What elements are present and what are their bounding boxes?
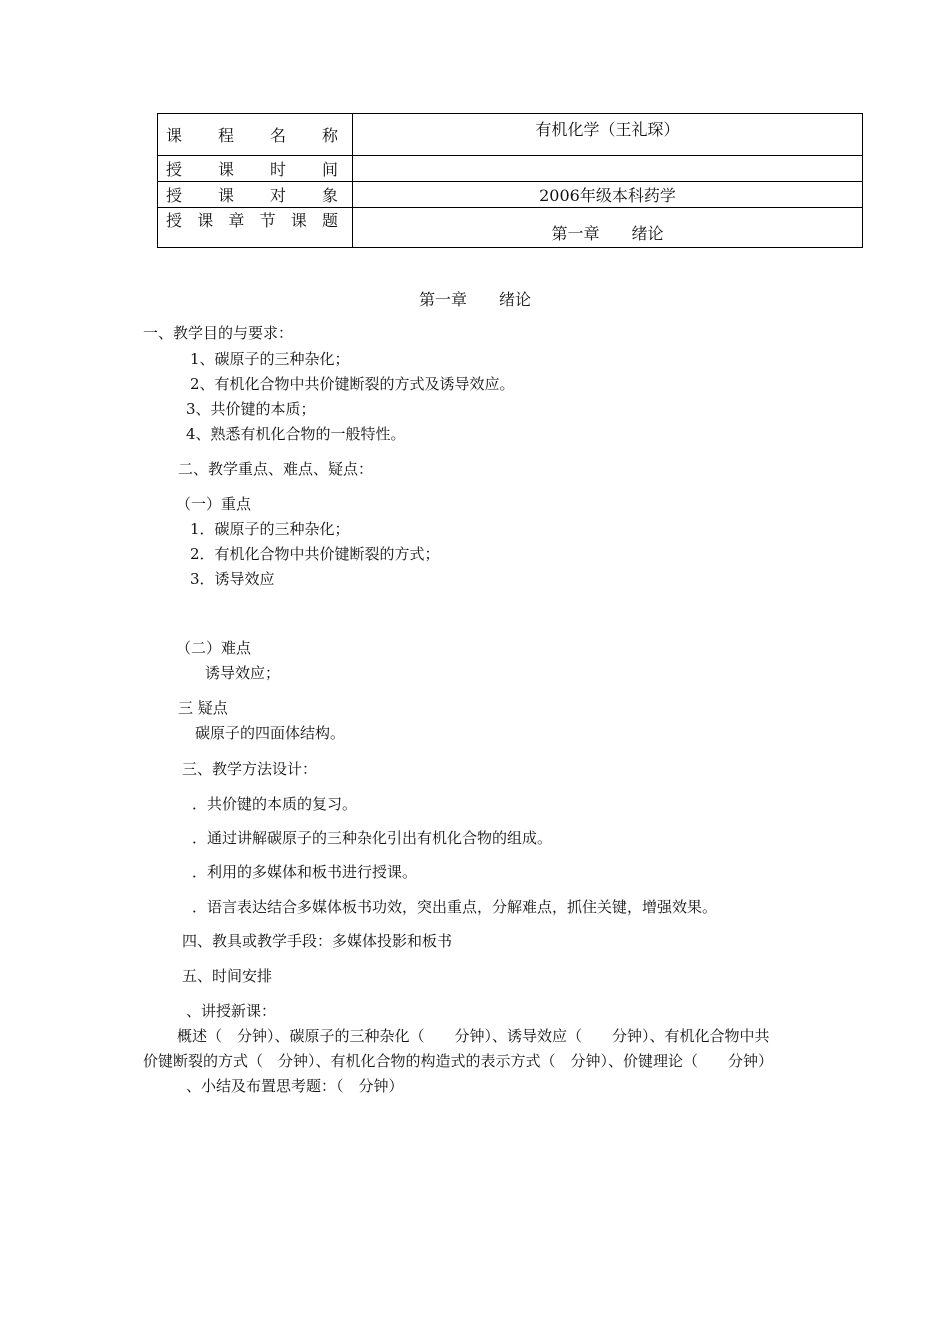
time-paragraph-line-1: 概述（ 分钟）、碳原子的三种杂化（ 分钟）、诱导效应（ 分钟）、有机化合物中共 (177, 1027, 770, 1045)
table-row (158, 208, 863, 248)
list-item: ．语言表达结合多媒体板书功效，突出重点，分解难点，抓住关键，增强效果。 (192, 898, 718, 916)
label-char: 节 (259, 211, 276, 230)
list-item: 3．诱导效应 (190, 570, 275, 588)
section-1-heading: 一、教学目的与要求： (143, 324, 294, 342)
section-4-heading: 四、教具或教学手段：多媒体投影和板书 (182, 932, 453, 950)
key-points-heading: （一）重点 (176, 495, 252, 513)
table-row (158, 114, 863, 156)
chapter-title: 第一章 绪论 (418, 290, 531, 309)
label-char: 间 (321, 160, 338, 179)
table-row (158, 156, 863, 182)
section-5-heading: 五、时间安排 (182, 967, 273, 985)
course-name-value: 有机化学（王礼琛） (353, 114, 863, 156)
label-char: 授 (166, 211, 183, 230)
list-item: 2、有机化合物中共价键断裂的方式及诱导效应。 (190, 375, 515, 393)
teaching-time-label (158, 156, 353, 182)
course-name-label (158, 114, 353, 156)
label-char: 授 (166, 160, 183, 179)
chapter-topic-value: 第一章 绪论 (353, 208, 863, 248)
list-item: ．利用的多媒体和板书进行授课。 (192, 863, 418, 881)
label-char: 称 (321, 126, 338, 145)
summary-heading: 、小结及布置思考题：（ 分钟） (186, 1077, 404, 1095)
label-char: 题 (321, 211, 338, 230)
list-item: 4、熟悉有机化合物的一般特性。 (186, 425, 406, 443)
chapter-topic-label (158, 208, 353, 248)
label-char: 授 (166, 186, 183, 205)
label-char: 课 (217, 186, 234, 205)
doubt-points-heading: 三 疑点 (178, 699, 228, 717)
label-char: 时 (269, 160, 286, 179)
label-char: 象 (321, 186, 338, 205)
list-item: ．通过讲解碳原子的三种杂化引出有机化合物的组成。 (192, 829, 553, 847)
label-char: 名 (269, 126, 286, 145)
label-char: 课 (290, 211, 307, 230)
new-lesson-heading: 、讲授新课： (186, 1002, 277, 1020)
difficult-points-heading: （二）难点 (176, 639, 252, 657)
course-info-table (157, 113, 863, 248)
label-char: 对 (269, 186, 286, 205)
difficult-points-text: 诱导效应； (205, 664, 281, 682)
audience-label (158, 182, 353, 208)
table-row (158, 182, 863, 208)
list-item: 2．有机化合物中共价键断裂的方式； (190, 545, 440, 563)
list-item: 1、碳原子的三种杂化； (190, 350, 350, 368)
label-char: 程 (217, 126, 234, 145)
label-char: 课 (217, 160, 234, 179)
list-item: ．共价键的本质的复习。 (192, 795, 358, 813)
audience-value: 2006年级本科药学 (353, 182, 863, 208)
label-char: 章 (228, 211, 245, 230)
label-char: 课 (197, 211, 214, 230)
section-2-heading: 二、教学重点、难点、疑点： (178, 460, 374, 478)
label-char: 课 (166, 126, 183, 145)
doubt-points-text: 碳原子的四面体结构。 (195, 724, 346, 742)
section-3-heading: 三、教学方法设计： (182, 760, 318, 778)
list-item: 1．碳原子的三种杂化； (190, 520, 350, 538)
list-item: 3、共价键的本质； (186, 400, 316, 418)
time-paragraph-line-2: 价键断裂的方式（ 分钟）、有机化合物的构造式的表示方式（ 分钟）、价键理论（ 分钟） (143, 1052, 774, 1070)
teaching-time-value (353, 156, 863, 182)
